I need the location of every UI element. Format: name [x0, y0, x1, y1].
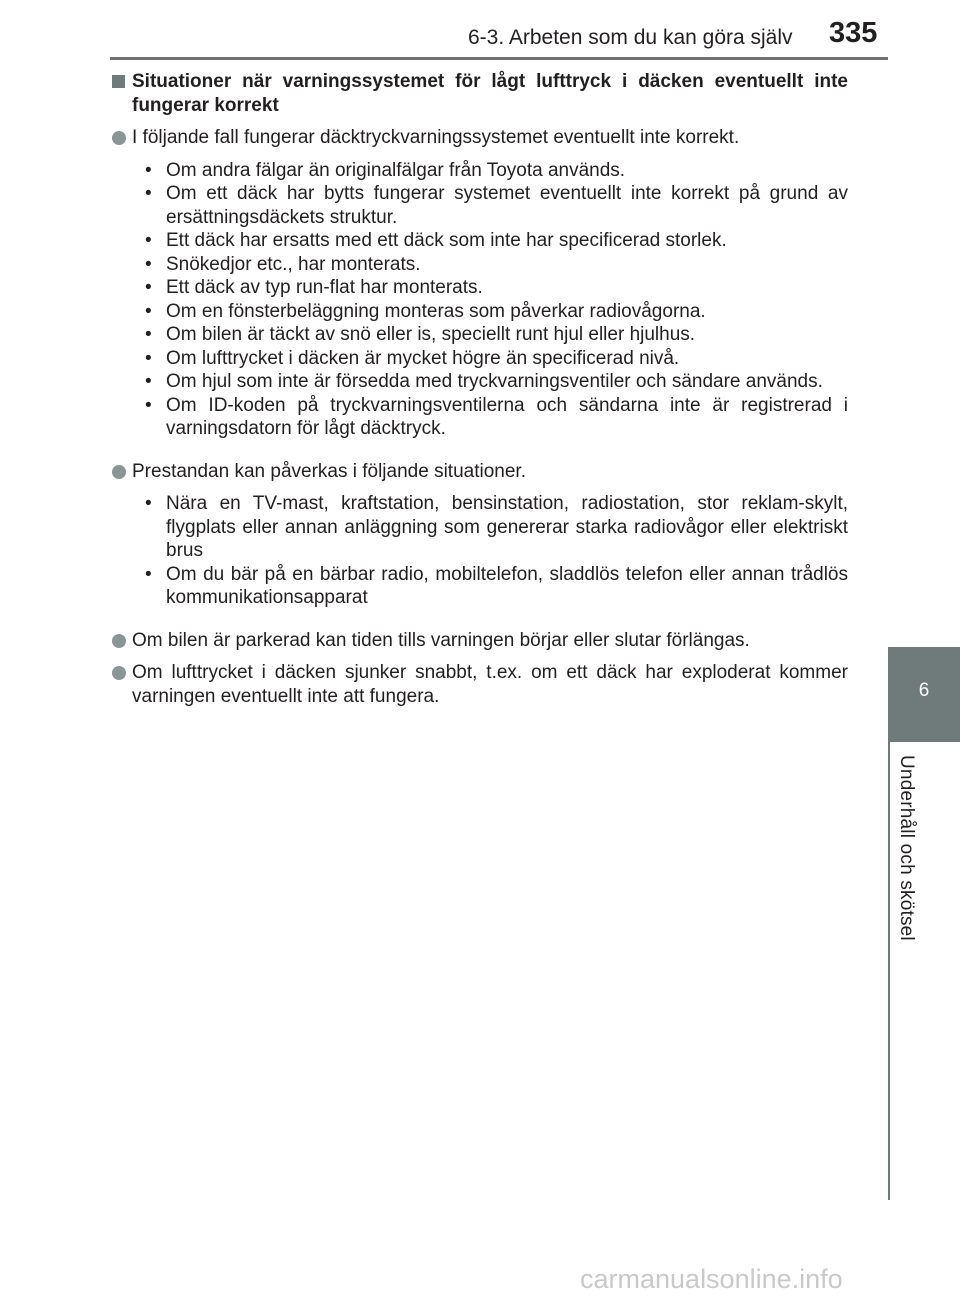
- sub-list-item: [142, 347, 848, 371]
- bullet-dot-icon: •: [145, 394, 152, 416]
- sub-list: [142, 492, 848, 610]
- list-item: [112, 460, 848, 484]
- list-item-text: Om bilen är parkerad kan tiden tills varningen börjar eller slutar förlängas.: [132, 629, 750, 651]
- list-item-text: Om lufttrycket i däcken sjunker snabbt, t.ex. om ett däck har exploderat kommer varningen eventuellt inte att fungera.: [132, 662, 848, 707]
- sub-list-item: [142, 492, 848, 563]
- sub-list-item: [142, 159, 848, 183]
- sub-list-item-text: Nära en TV-mast, kraftstation, bensinstation, radiostation, stor reklam-skylt, flygplats eller annan anläggning som genererar starka radiovågor eller elektriskt brus: [166, 493, 848, 561]
- sub-list-item: [142, 182, 848, 229]
- sub-list-item: [142, 563, 848, 610]
- page-number: 335: [829, 17, 878, 49]
- sub-list-item-text: Ett däck har ersatts med ett däck som inte har specificerad storlek.: [166, 230, 727, 251]
- bullet-dot-icon: •: [145, 183, 152, 204]
- watermark: carmanualsonline.info: [580, 1264, 843, 1294]
- bullet-dot-icon: •: [145, 563, 152, 585]
- list-item: [112, 126, 848, 150]
- chapter-tab-line: [888, 742, 890, 1200]
- sub-list-item-text: Om ett däck har bytts fungerar systemet eventuellt inte korrekt på grund av ersättningsdäckets struktur.: [166, 183, 848, 228]
- list-item-text: Prestandan kan påverkas i följande situationer.: [132, 460, 526, 482]
- bullet-dot-icon: •: [145, 159, 152, 181]
- sub-list-item-text: Om hjul som inte är försedda med tryckvarningsventiler och sändare används.: [166, 371, 823, 392]
- sub-list-item-text: Om du bär på en bärbar radio, mobiltelefon, sladdlös telefon eller annan trådlös kommunikationsapparat: [166, 563, 848, 608]
- sub-list-item: [142, 229, 848, 253]
- circle-bullet-icon: [112, 634, 126, 648]
- section-items: [112, 126, 848, 708]
- chapter-number: 6: [918, 680, 930, 701]
- section-heading: [112, 70, 848, 117]
- sub-list-item-text: Snökedjor etc., har monterats.: [166, 253, 421, 275]
- header-rule: [110, 57, 888, 60]
- circle-bullet-icon: [112, 666, 126, 680]
- list-item: [112, 629, 848, 653]
- sub-list-item-text: Ett däck av typ run-flat har monterats.: [166, 277, 483, 298]
- bullet-dot-icon: •: [145, 230, 152, 251]
- chapter-label: Underhåll och skötsel: [896, 755, 917, 941]
- main-content: [112, 70, 848, 708]
- sub-list-item-text: Om ID-koden på tryckvarningsventilerna och sändarna inte är registrerad i varningsdatorn för lågt däcktryck.: [166, 394, 848, 439]
- sub-list: [142, 159, 848, 441]
- bullet-dot-icon: •: [145, 277, 152, 298]
- circle-bullet-icon: [112, 131, 126, 145]
- bullet-dot-icon: •: [145, 324, 152, 345]
- sub-list-item-text: Om en fönsterbeläggning monteras som påverkar radiovågorna.: [166, 300, 706, 322]
- sub-list-item: [142, 370, 848, 394]
- bullet-dot-icon: •: [145, 371, 152, 392]
- sub-list-item-text: Om lufttrycket i däcken är mycket högre än specificerad nivå.: [166, 347, 680, 369]
- circle-bullet-icon: [112, 465, 126, 479]
- section-heading-text: Situationer när varningssystemet för lågt lufttryck i däcken eventuellt inte fungerar korrekt: [132, 71, 848, 116]
- sub-list-item: [142, 323, 848, 347]
- sub-list-item: [142, 300, 848, 324]
- header-section-title: 6-3. Arbeten som du kan göra själv: [468, 26, 793, 49]
- list-item: [112, 661, 848, 708]
- bullet-dot-icon: •: [145, 347, 152, 369]
- sub-list-item-text: Om andra fälgar än originalfälgar från Toyota används.: [166, 159, 626, 181]
- sub-list-item-text: Om bilen är täckt av snö eller is, speciellt runt hjul eller hjulhus.: [166, 324, 696, 345]
- sub-list-item: [142, 394, 848, 441]
- bullet-dot-icon: •: [145, 493, 152, 514]
- sub-list-item: [142, 253, 848, 277]
- list-item-text: I följande fall fungerar däcktryckvarningssystemet eventuellt inte korrekt.: [132, 127, 740, 148]
- square-bullet-icon: [112, 75, 125, 88]
- bullet-dot-icon: •: [145, 300, 152, 322]
- sub-list-item: [142, 276, 848, 300]
- bullet-dot-icon: •: [145, 253, 152, 275]
